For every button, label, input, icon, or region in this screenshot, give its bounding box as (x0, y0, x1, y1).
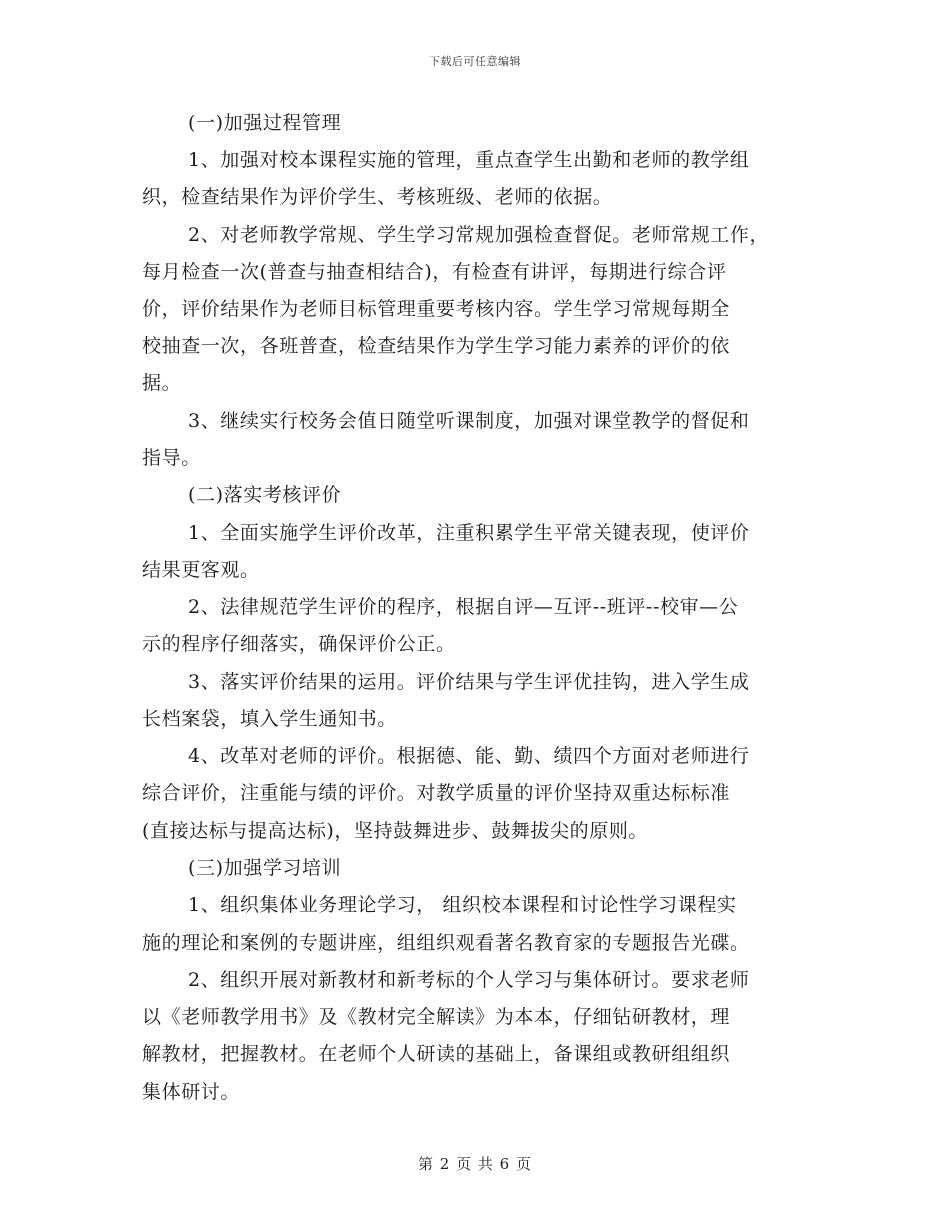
paragraph-line: 3、落实评价结果的运用。评价结果与学生评优挂钩，进入学生成 (188, 671, 750, 693)
paragraph-line: 4、改革对老师的评价。根据德、能、勤、绩四个方面对老师进行 (188, 745, 750, 767)
paragraph-line: 以《老师教学用书》及《教材完全解读》为本本，仔细钻研教材，理 (142, 1006, 731, 1028)
paragraph-line: 长档案袋，填入学生通知书。 (142, 708, 397, 730)
paragraph-line: 3、继续实行校务会值日随堂听课制度，加强对课堂教学的督促和 (188, 410, 750, 432)
paragraph-line: 织，检查结果作为评价学生、考核班级、老师的依据。 (142, 186, 613, 208)
paragraph-line: 1、加强对校本课程实施的管理，重点查学生出勤和老师的教学组 (188, 149, 750, 171)
section-heading: (三)加强学习培训 (188, 857, 342, 879)
paragraph-line: 结果更客观。 (142, 559, 260, 581)
paragraph-line: 解教材，把握教材。在老师个人研读的基础上，备课组或教研组组织 (142, 1043, 731, 1065)
paragraph-line: 示的程序仔细落实，确保评价公正。 (142, 633, 456, 655)
paragraph-line: 2、组织开展对新教材和新考标的个人学习与集体研讨。要求老师 (188, 969, 750, 991)
paragraph-line: 据。 (142, 372, 182, 394)
paragraph-line: 1、全面实施学生评价改革，注重积累学生平常关键表现，使评价 (188, 522, 750, 544)
paragraph-line: 每月检查一次(普查与抽查相结合)，有检查有讲评，每期进行综合评 (142, 261, 727, 283)
paragraph-line: 校抽查一次，各班普查，检查结果作为学生学习能力素养的评价的依 (142, 335, 731, 357)
section-heading: (一)加强过程管理 (188, 112, 342, 134)
paragraph-line: (直接达标与提高达标)，坚持鼓舞进步、鼓舞拔尖的原则。 (142, 820, 649, 842)
paragraph-line: 2、法律规范学生评价的程序，根据自评—互评--班评--校审—公 (188, 596, 739, 618)
paragraph-line: 价，评价结果作为老师目标管理重要考核内容。学生学习常规每期全 (142, 298, 731, 320)
paragraph-line: 集体研讨。 (142, 1081, 241, 1103)
paragraph-line: 2、对老师教学常规、学生学习常规加强检查督促。老师常规工作， (188, 224, 770, 246)
paragraph-line: 综合评价，注重能与绩的评价。对教学质量的评价坚持双重达标标准 (142, 782, 731, 804)
page-number-footer: 第 2 页 共 6 页 (418, 1155, 532, 1173)
section-heading: (二)落实考核评价 (188, 484, 342, 506)
paragraph-line: 指导。 (142, 447, 201, 469)
paragraph-line: 施的理论和案例的专题讲座，组组织观看著名教育家的专题报告光碟。 (142, 932, 750, 954)
page-header: 下载后可任意编辑 (429, 55, 521, 68)
paragraph-line: 1、组织集体业务理论学习， 组织校本课程和讨论性学习课程实 (188, 894, 737, 916)
